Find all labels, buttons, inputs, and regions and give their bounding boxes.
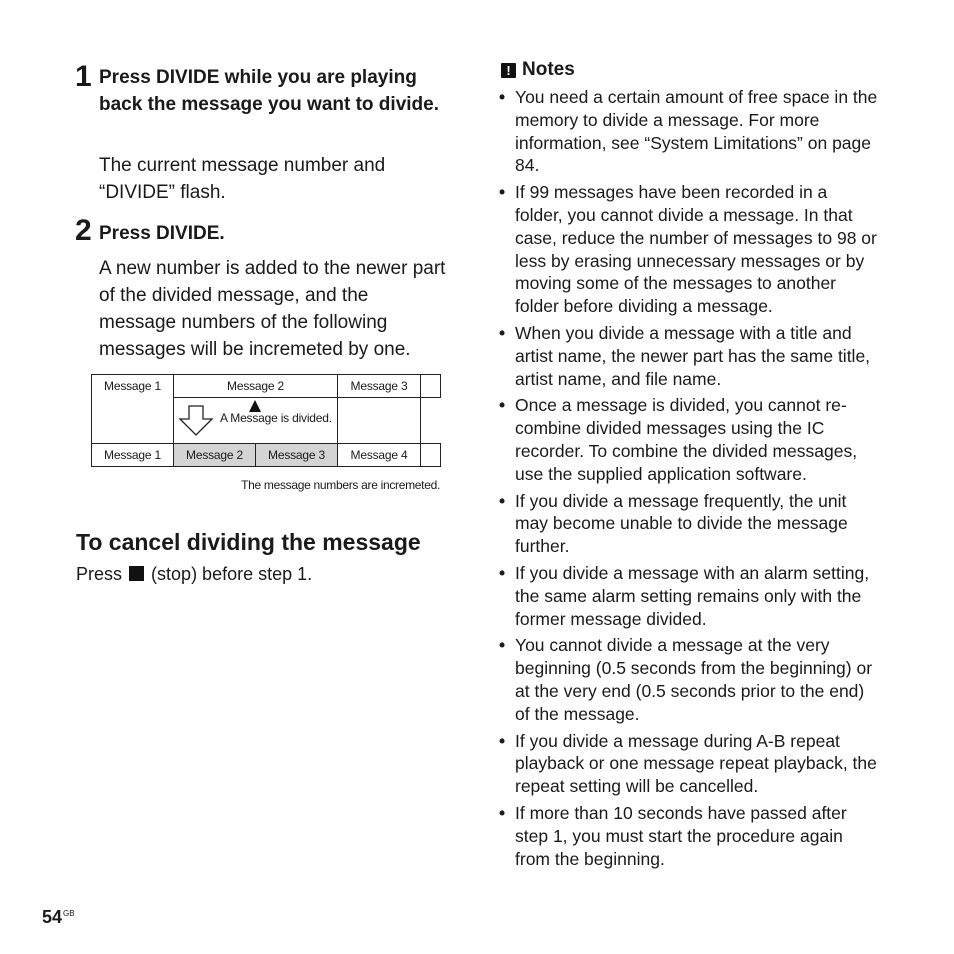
notes-header xyxy=(501,59,575,81)
note-item: • You cannot divide a message at the very beginning (0.5 seconds from the beginning) or at the very end (0.5 seconds prior to the end) of the message. xyxy=(499,635,873,724)
divide-diagram xyxy=(91,374,441,467)
step-2-title: Press DIVIDE. xyxy=(99,223,225,244)
down-arrow-icon xyxy=(178,405,214,437)
diagram-caption: The message numbers are incremeted. xyxy=(241,478,440,492)
note-item: • If you divide a message frequently, the unit may become unable to divide the message further. xyxy=(499,490,848,557)
page-number-value: 54 xyxy=(42,907,63,927)
top-message-1: Message 1 xyxy=(91,374,174,398)
note-text: You need a certain amount of free space in the memory to divide a message. For more information, see “System Limitations” on page 84. xyxy=(515,87,878,176)
middle-divide-cell xyxy=(173,397,338,444)
note-text: If you divide a message with an alarm setting, the same alarm setting remains only with the former message divided. xyxy=(515,562,870,629)
bottom-message-3: Message 3 xyxy=(255,443,338,467)
cancel-text-after: (stop) before step 1. xyxy=(151,564,313,584)
middle-left-cell xyxy=(91,397,174,444)
note-item: • If you divide a message with an alarm setting, the same alarm setting remains only with the former message divided. xyxy=(499,562,870,629)
note-item: • If more than 10 seconds have passed after step 1, you must start the procedure again from the beginning. xyxy=(499,802,847,869)
note-text: Once a message is divided, you cannot re-combine divided messages using the IC recorder. To combine the divided messages, use the supplied application software. xyxy=(515,395,858,484)
note-item: • When you divide a message with a title and artist name, the newer part has the same title, artist name, and file name. xyxy=(499,322,871,389)
cancel-text-before: Press xyxy=(76,564,123,584)
note-text: You cannot divide a message at the very beginning (0.5 seconds from the beginning) or at the very end (0.5 seconds prior to the end) of the message. xyxy=(515,635,873,724)
note-item: • Once a message is divided, you cannot re-combine divided messages using the IC recorder. To combine the divided messages, use the supplied application software. xyxy=(499,395,858,484)
note-item: • If you divide a message during A-B repeat playback or one message repeat playback, the repeat setting will be cancelled. xyxy=(499,730,877,797)
cancel-heading: To cancel dividing the message xyxy=(76,529,421,555)
page-number xyxy=(42,907,75,928)
page-region-suffix: GB xyxy=(63,909,75,918)
step-number-1: 1 xyxy=(75,60,92,93)
bottom-trailing-cell xyxy=(420,443,441,467)
note-text: When you divide a message with a title and artist name, the newer part has the same title, artist name, and file name. xyxy=(515,322,871,389)
note-text: If you divide a message frequently, the unit may become unable to divide the message further. xyxy=(515,490,848,557)
note-text: If 99 messages have been recorded in a folder, you cannot divide a message. In that case, reduce the number of messages to 98 or less by erasing unnecessary messages or by moving some of the messages to another folder before dividing a message. xyxy=(515,182,877,317)
note-item: • You need a certain amount of free space in the memory to divide a message. For more information, see “System Limitations” on page 84. xyxy=(499,87,878,176)
step-1-title: Press DIVIDE while you are playing back the message you want to divide. xyxy=(99,67,439,115)
note-item: • If 99 messages have been recorded in a folder, you cannot divide a message. In that case, reduce the number of messages to 98 or less by erasing unnecessary messages or by moving some of the messages to another folder before dividing a message. xyxy=(499,182,877,317)
step-1-body: The current message number and “DIVIDE” flash. xyxy=(99,155,386,203)
notes-list xyxy=(499,86,879,874)
bottom-message-2: Message 2 xyxy=(173,443,256,467)
notes-icon: ! xyxy=(501,63,516,78)
step-2-body: A new number is added to the newer part of the divided message, and the message numbers of the following messages will be incremeted by one. xyxy=(99,258,446,360)
note-text: If more than 10 seconds have passed after step 1, you must start the procedure again from the beginning. xyxy=(515,802,847,869)
bottom-message-1: Message 1 xyxy=(91,443,174,467)
top-message-3: Message 3 xyxy=(337,374,421,398)
stop-square-icon xyxy=(129,566,144,581)
notes-heading: Notes xyxy=(522,59,575,80)
middle-right-cell xyxy=(337,397,421,444)
note-text: If you divide a message during A-B repeat playback or one message repeat playback, the repeat setting will be cancelled. xyxy=(515,730,877,797)
bottom-message-4: Message 4 xyxy=(337,443,421,467)
cancel-instruction xyxy=(76,564,312,585)
top-trailing-cell xyxy=(420,374,441,398)
divided-label: A Message is divided. xyxy=(220,411,332,425)
step-number-2: 2 xyxy=(75,214,92,247)
top-message-2: Message 2 xyxy=(173,374,338,398)
